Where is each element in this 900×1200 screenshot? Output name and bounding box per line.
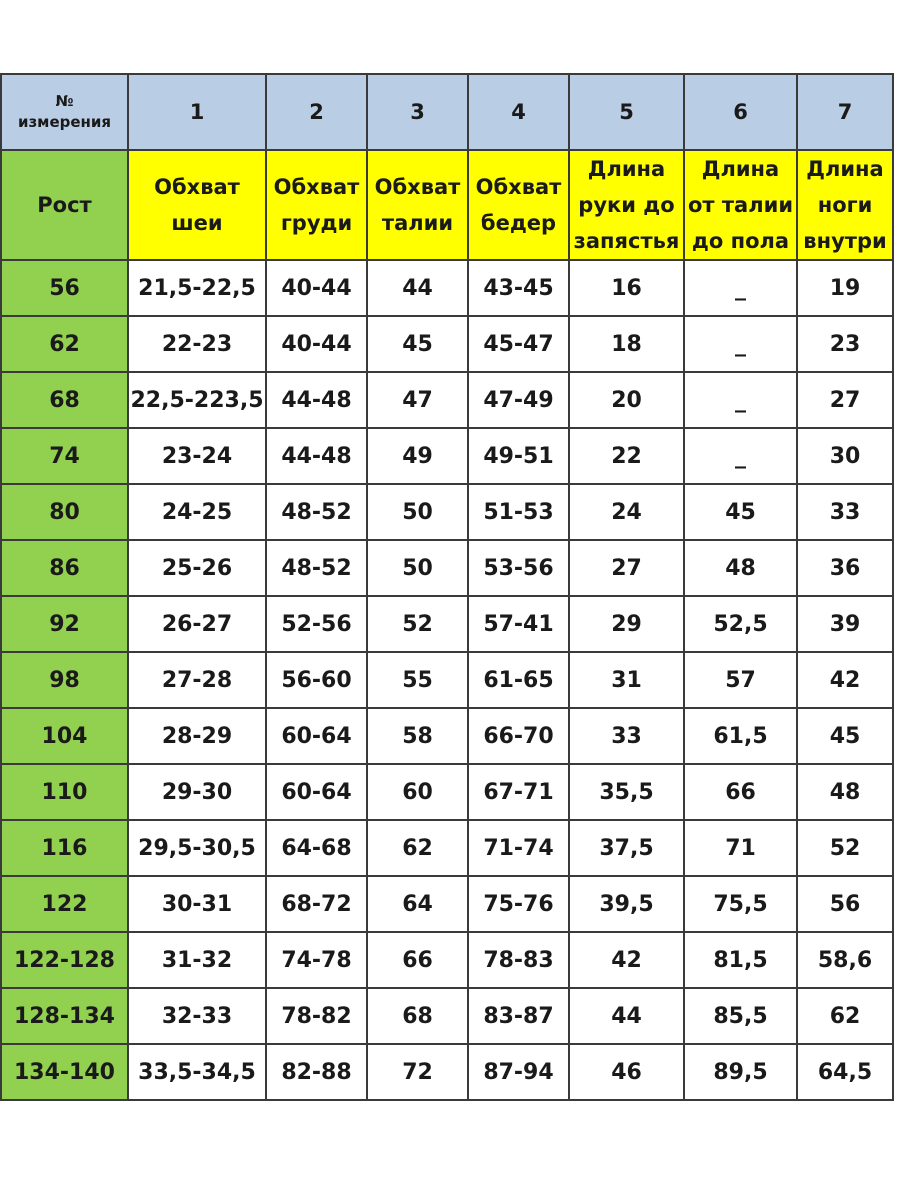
measurement-number-row xyxy=(1,74,893,150)
column-name-line: запястья xyxy=(573,229,680,253)
value-cell: 26-27 xyxy=(128,596,266,652)
value-cell: 44-48 xyxy=(266,372,367,428)
column-name-line: до пола xyxy=(691,229,790,253)
column-name-line: Обхват xyxy=(374,175,461,199)
column-number: 3 xyxy=(367,74,468,150)
value-cell: _ xyxy=(684,316,797,372)
value-cell: 66 xyxy=(684,764,797,820)
value-cell: 30 xyxy=(797,428,893,484)
value-cell: 22-23 xyxy=(128,316,266,372)
value-cell: 52 xyxy=(797,820,893,876)
column-name-waist-to-floor xyxy=(684,150,797,260)
value-cell: 24-25 xyxy=(128,484,266,540)
column-name-line: от талии xyxy=(687,193,794,217)
value-cell: 51-53 xyxy=(468,484,569,540)
value-cell: 89,5 xyxy=(684,1044,797,1100)
value-cell: 33 xyxy=(569,708,684,764)
column-name-line: внутри xyxy=(803,229,887,253)
value-cell: 31 xyxy=(569,652,684,708)
column-name-hips xyxy=(468,150,569,260)
height-cell: 56 xyxy=(1,260,128,316)
value-cell: 29 xyxy=(569,596,684,652)
value-cell: 19 xyxy=(797,260,893,316)
value-cell: 45 xyxy=(797,708,893,764)
table-row xyxy=(1,372,893,428)
column-name-line: талии xyxy=(381,211,454,235)
height-cell: 116 xyxy=(1,820,128,876)
value-cell: 40-44 xyxy=(266,260,367,316)
value-cell: 52-56 xyxy=(266,596,367,652)
value-cell: 61,5 xyxy=(684,708,797,764)
table-row xyxy=(1,764,893,820)
value-cell: 27-28 xyxy=(128,652,266,708)
column-name-line: груди xyxy=(280,211,353,235)
table-row xyxy=(1,652,893,708)
value-cell: 78-82 xyxy=(266,988,367,1044)
value-cell: 58,6 xyxy=(797,932,893,988)
measurement-name-row xyxy=(1,150,893,260)
column-name-line: Длина xyxy=(701,157,780,181)
value-cell: 75,5 xyxy=(684,876,797,932)
table-row xyxy=(1,708,893,764)
value-cell: 47-49 xyxy=(468,372,569,428)
column-number: 1 xyxy=(128,74,266,150)
value-cell: 29,5-30,5 xyxy=(128,820,266,876)
value-cell: 18 xyxy=(569,316,684,372)
table-row xyxy=(1,1044,893,1100)
value-cell: 35,5 xyxy=(569,764,684,820)
value-cell: 25-26 xyxy=(128,540,266,596)
value-cell: 37,5 xyxy=(569,820,684,876)
value-cell: 50 xyxy=(367,484,468,540)
table-row xyxy=(1,260,893,316)
value-cell: 23-24 xyxy=(128,428,266,484)
value-cell: 85,5 xyxy=(684,988,797,1044)
column-name-line: шеи xyxy=(171,211,223,235)
value-cell: 31-32 xyxy=(128,932,266,988)
measurement-number-label xyxy=(1,74,128,150)
value-cell: 24 xyxy=(569,484,684,540)
value-cell: 29-30 xyxy=(128,764,266,820)
column-name-line: ноги xyxy=(817,193,873,217)
value-cell: 42 xyxy=(569,932,684,988)
column-name-neck xyxy=(128,150,266,260)
column-name-arm-length xyxy=(569,150,684,260)
value-cell: 28-29 xyxy=(128,708,266,764)
height-cell: 62 xyxy=(1,316,128,372)
height-cell: 128-134 xyxy=(1,988,128,1044)
value-cell: 75-76 xyxy=(468,876,569,932)
column-name-line: Длина xyxy=(587,157,666,181)
height-cell: 122-128 xyxy=(1,932,128,988)
value-cell: 60-64 xyxy=(266,708,367,764)
column-number: 7 xyxy=(797,74,893,150)
value-cell: 83-87 xyxy=(468,988,569,1044)
value-cell: 45-47 xyxy=(468,316,569,372)
value-cell: 45 xyxy=(367,316,468,372)
value-cell: 27 xyxy=(569,540,684,596)
column-number: 4 xyxy=(468,74,569,150)
size-chart-table xyxy=(0,73,894,1101)
column-name-line: руки до xyxy=(578,193,675,217)
table-row xyxy=(1,876,893,932)
height-cell: 68 xyxy=(1,372,128,428)
column-name-line: Длина xyxy=(806,157,884,181)
value-cell: 87-94 xyxy=(468,1044,569,1100)
value-cell: 57-41 xyxy=(468,596,569,652)
value-cell: 50 xyxy=(367,540,468,596)
value-cell: 40-44 xyxy=(266,316,367,372)
column-name-line: бедер xyxy=(480,211,557,235)
value-cell: 39 xyxy=(797,596,893,652)
value-cell: 44 xyxy=(569,988,684,1044)
value-cell: 42 xyxy=(797,652,893,708)
value-cell: 22,5-223,5 xyxy=(128,372,266,428)
value-cell: 82-88 xyxy=(266,1044,367,1100)
value-cell: 23 xyxy=(797,316,893,372)
height-cell: 134-140 xyxy=(1,1044,128,1100)
value-cell: 39,5 xyxy=(569,876,684,932)
value-cell: 58 xyxy=(367,708,468,764)
value-cell: 64,5 xyxy=(797,1044,893,1100)
value-cell: 44 xyxy=(367,260,468,316)
value-cell: 64 xyxy=(367,876,468,932)
value-cell: 66-70 xyxy=(468,708,569,764)
value-cell: _ xyxy=(684,372,797,428)
value-cell: 45 xyxy=(684,484,797,540)
measurement-number-label-line: измерения xyxy=(17,113,112,131)
value-cell: 30-31 xyxy=(128,876,266,932)
value-cell: 68 xyxy=(367,988,468,1044)
table-row xyxy=(1,484,893,540)
value-cell: 49-51 xyxy=(468,428,569,484)
value-cell: 49 xyxy=(367,428,468,484)
value-cell: 68-72 xyxy=(266,876,367,932)
height-cell: 98 xyxy=(1,652,128,708)
column-name-chest xyxy=(266,150,367,260)
column-name-line: Обхват xyxy=(475,175,562,199)
value-cell: 52 xyxy=(367,596,468,652)
table-row xyxy=(1,596,893,652)
value-cell: 21,5-22,5 xyxy=(128,260,266,316)
table-row xyxy=(1,932,893,988)
value-cell: 56 xyxy=(797,876,893,932)
value-cell: 48-52 xyxy=(266,484,367,540)
column-name-inseam xyxy=(797,150,893,260)
value-cell: 78-83 xyxy=(468,932,569,988)
value-cell: 33 xyxy=(797,484,893,540)
measurement-number-label-line: № xyxy=(55,92,74,110)
table-row xyxy=(1,428,893,484)
value-cell: 60 xyxy=(367,764,468,820)
value-cell: 62 xyxy=(367,820,468,876)
value-cell: 20 xyxy=(569,372,684,428)
value-cell: 46 xyxy=(569,1044,684,1100)
height-cell: 122 xyxy=(1,876,128,932)
value-cell: 56-60 xyxy=(266,652,367,708)
height-cell: 74 xyxy=(1,428,128,484)
value-cell: 52,5 xyxy=(684,596,797,652)
value-cell: 22 xyxy=(569,428,684,484)
value-cell: _ xyxy=(684,428,797,484)
value-cell: 66 xyxy=(367,932,468,988)
value-cell: 81,5 xyxy=(684,932,797,988)
value-cell: 32-33 xyxy=(128,988,266,1044)
table-row xyxy=(1,820,893,876)
value-cell: 62 xyxy=(797,988,893,1044)
table-row xyxy=(1,316,893,372)
height-cell: 80 xyxy=(1,484,128,540)
value-cell: 67-71 xyxy=(468,764,569,820)
value-cell: 48 xyxy=(684,540,797,596)
value-cell: 43-45 xyxy=(468,260,569,316)
column-number: 2 xyxy=(266,74,367,150)
height-column-header: Рост xyxy=(1,150,128,260)
height-cell: 92 xyxy=(1,596,128,652)
value-cell: 16 xyxy=(569,260,684,316)
column-name-waist xyxy=(367,150,468,260)
table-row xyxy=(1,540,893,596)
value-cell: 64-68 xyxy=(266,820,367,876)
column-number: 6 xyxy=(684,74,797,150)
column-name-line: Обхват xyxy=(154,175,240,199)
value-cell: _ xyxy=(684,260,797,316)
column-name-line: Обхват xyxy=(273,175,360,199)
value-cell: 57 xyxy=(684,652,797,708)
value-cell: 47 xyxy=(367,372,468,428)
value-cell: 36 xyxy=(797,540,893,596)
value-cell: 55 xyxy=(367,652,468,708)
height-cell: 104 xyxy=(1,708,128,764)
table-row xyxy=(1,988,893,1044)
value-cell: 60-64 xyxy=(266,764,367,820)
value-cell: 53-56 xyxy=(468,540,569,596)
column-number: 5 xyxy=(569,74,684,150)
value-cell: 44-48 xyxy=(266,428,367,484)
value-cell: 71 xyxy=(684,820,797,876)
height-cell: 86 xyxy=(1,540,128,596)
value-cell: 33,5-34,5 xyxy=(128,1044,266,1100)
height-cell: 110 xyxy=(1,764,128,820)
value-cell: 72 xyxy=(367,1044,468,1100)
value-cell: 48-52 xyxy=(266,540,367,596)
value-cell: 74-78 xyxy=(266,932,367,988)
value-cell: 27 xyxy=(797,372,893,428)
value-cell: 71-74 xyxy=(468,820,569,876)
value-cell: 61-65 xyxy=(468,652,569,708)
value-cell: 48 xyxy=(797,764,893,820)
